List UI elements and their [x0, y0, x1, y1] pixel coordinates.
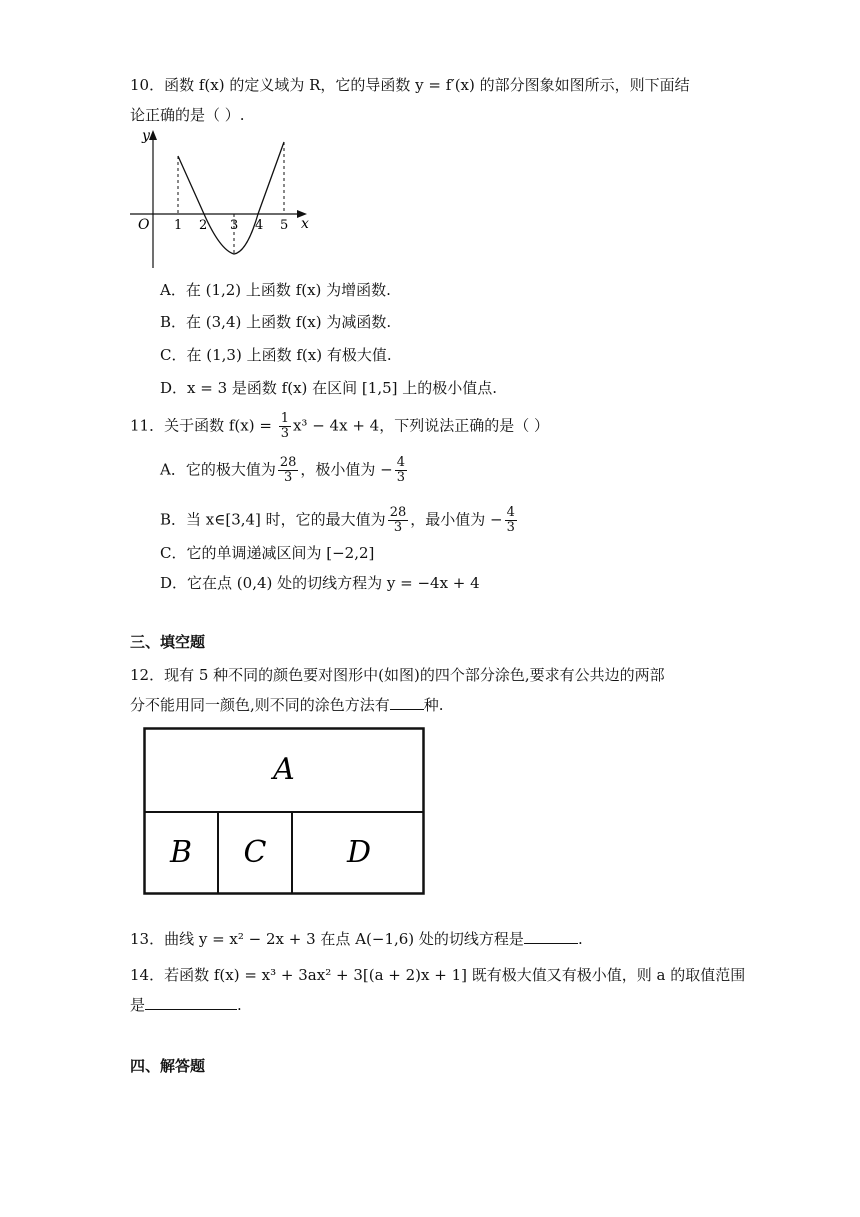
q11-optA-min — [395, 456, 407, 485]
section-solutions-heading: 四、解答题 — [130, 1057, 206, 1075]
q11-option-a — [160, 456, 409, 485]
coloring-figure — [143, 727, 427, 897]
q14-line2-b: . — [237, 996, 242, 1014]
q11-frac-num: 1 — [280, 411, 289, 426]
y-axis-arrow — [149, 130, 157, 140]
q11-suffix: x³ − 4x + 4，下列说法正确的是（ ） — [292, 416, 549, 435]
q11-optB-min — [505, 506, 517, 535]
section-fill-in-heading: 三、填空题 — [130, 633, 206, 651]
q11-optA-prefix: A．它的极大值为 — [160, 460, 276, 479]
q14-answer-blank[interactable] — [145, 1008, 237, 1010]
x-label: x — [301, 216, 309, 232]
q10-option-a: A．在 (1,2) 上函数 f(x) 为增函数. — [160, 281, 391, 299]
tick-2: 2 — [199, 218, 208, 233]
q11-optA-mid: ，极小值为 − — [300, 460, 393, 479]
q14-line2-a: 是 — [130, 996, 146, 1014]
y-label: y — [142, 128, 150, 144]
q10-line1: 10．函数 f(x) 的定义域为 R，它的导函数 y = f′(x) 的部分图象如图所示，则下面结 — [130, 76, 690, 94]
q12-line2-a: 分不能用同一颜色,则不同的涂色方法有 — [130, 696, 390, 714]
tick-4: 4 — [255, 218, 264, 233]
q10-option-d: D．x = 3 是函数 f(x) 在区间 [1,5] 上的极小值点. — [160, 379, 498, 397]
q11-optB-prefix: B．当 x∈[3,4] 时，它的最大值为 — [160, 510, 386, 529]
frac-num: 28 — [279, 455, 297, 470]
region-b-label: B — [169, 835, 193, 870]
frac-den: 3 — [283, 470, 293, 485]
q11-frac-den: 3 — [280, 426, 289, 441]
frac-den: 3 — [393, 520, 403, 535]
q11-optB-max — [388, 506, 409, 535]
q10-option-c: C．在 (1,3) 上函数 f(x) 有极大值. — [160, 346, 392, 364]
frac-num: 28 — [389, 505, 407, 520]
frac-den: 3 — [396, 470, 406, 485]
q11-prefix: 11．关于函数 f(x) = — [130, 416, 277, 435]
q11-optB-mid: ，最小值为 − — [410, 510, 503, 529]
q11-option-b — [160, 506, 519, 535]
q10-option-b: B．在 (3,4) 上函数 f(x) 为减函数. — [160, 313, 392, 331]
q11-option-d: D．它在点 (0,4) 处的切线方程为 y = −4x + 4 — [160, 574, 480, 592]
frac-den: 3 — [506, 520, 515, 535]
q11-fraction — [279, 412, 291, 441]
frac-num: 4 — [506, 505, 515, 520]
origin-label: O — [138, 217, 150, 233]
q13-line — [130, 928, 583, 950]
q13-answer-blank[interactable] — [524, 942, 578, 944]
q13-text: 13．曲线 y = x² − 2x + 3 在点 A(−1,6) 处的切线方程是 — [130, 930, 524, 948]
q14-line2 — [130, 994, 242, 1016]
q14-line1: 14．若函数 f(x) = x³ + 3ax² + 3[(a + 2)x + 1] 既有极大值又有极小值，则 a 的取值范围 — [130, 966, 746, 984]
q12-line2-b: 种. — [423, 696, 444, 714]
tick-5: 5 — [280, 218, 289, 233]
q11-stem — [130, 412, 549, 441]
frac-num: 4 — [396, 455, 406, 470]
q12-line2 — [130, 694, 444, 716]
derivative-curve — [178, 142, 284, 254]
tick-3: 3 — [230, 218, 239, 233]
q12-line1: 12．现有 5 种不同的颜色要对图形中(如图)的四个部分涂色,要求有公共边的两部 — [130, 666, 665, 684]
q12-answer-blank[interactable] — [390, 708, 424, 710]
q11-option-c: C．它的单调递减区间为 [−2,2] — [160, 544, 375, 562]
region-c-label: C — [243, 835, 267, 870]
region-a-label: A — [273, 752, 295, 787]
q10-line2: 论正确的是（ ）. — [130, 106, 245, 124]
derivative-graph — [125, 128, 325, 273]
region-d-label: D — [346, 835, 372, 870]
q11-optA-max — [278, 456, 299, 485]
q13-end: . — [577, 930, 583, 948]
tick-1: 1 — [174, 218, 183, 233]
